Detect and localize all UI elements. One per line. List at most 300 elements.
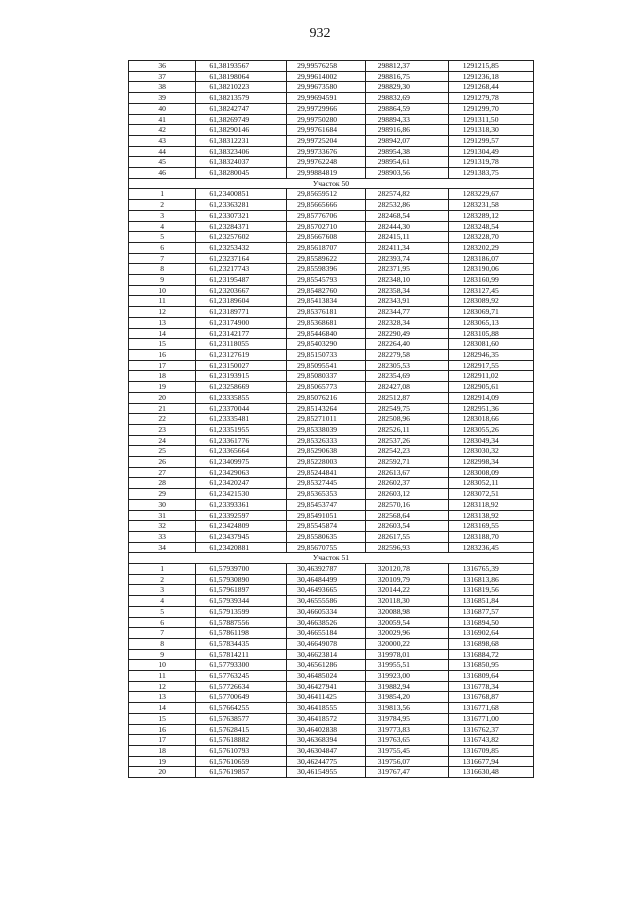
table-row bbox=[129, 542, 534, 553]
longitude-cell: 30,46304847 bbox=[287, 746, 366, 757]
y-coordinate-cell: 1316851,84 bbox=[448, 596, 533, 607]
coordinates-table-body bbox=[129, 61, 534, 778]
longitude-cell: 30,46623814 bbox=[287, 649, 366, 660]
table-row bbox=[129, 638, 534, 649]
latitude-cell: 61,23420247 bbox=[196, 478, 287, 489]
table-row bbox=[129, 264, 534, 275]
longitude-cell: 29,85065773 bbox=[287, 382, 366, 393]
latitude-cell: 61,57887556 bbox=[196, 617, 287, 628]
point-number-cell: 18 bbox=[129, 746, 196, 757]
point-number-cell: 7 bbox=[129, 253, 196, 264]
longitude-cell: 30,46392787 bbox=[287, 564, 366, 575]
longitude-cell: 29,85326333 bbox=[287, 435, 366, 446]
y-coordinate-cell: 1283169,55 bbox=[448, 521, 533, 532]
latitude-cell: 61,23421530 bbox=[196, 489, 287, 500]
y-coordinate-cell: 1283186,07 bbox=[448, 253, 533, 264]
table-row bbox=[129, 82, 534, 93]
y-coordinate-cell: 1283236,45 bbox=[448, 542, 533, 553]
point-number-cell: 38 bbox=[129, 82, 196, 93]
table-row bbox=[129, 467, 534, 478]
x-coordinate-cell: 298812,37 bbox=[365, 61, 448, 72]
latitude-cell: 61,57793300 bbox=[196, 660, 287, 671]
point-number-cell: 12 bbox=[129, 681, 196, 692]
point-number-cell: 26 bbox=[129, 457, 196, 468]
longitude-cell: 29,85453747 bbox=[287, 499, 366, 510]
x-coordinate-cell: 319755,45 bbox=[365, 746, 448, 757]
point-number-cell: 29 bbox=[129, 489, 196, 500]
y-coordinate-cell: 1291299,57 bbox=[448, 135, 533, 146]
y-coordinate-cell: 1283030,32 bbox=[448, 446, 533, 457]
table-row bbox=[129, 617, 534, 628]
latitude-cell: 61,38269749 bbox=[196, 114, 287, 125]
x-coordinate-cell: 282343,91 bbox=[365, 296, 448, 307]
y-coordinate-cell: 1283188,70 bbox=[448, 531, 533, 542]
y-coordinate-cell: 1316709,85 bbox=[448, 746, 533, 757]
y-coordinate-cell: 1283231,58 bbox=[448, 200, 533, 211]
latitude-cell: 61,23193915 bbox=[196, 371, 287, 382]
point-number-cell: 11 bbox=[129, 671, 196, 682]
x-coordinate-cell: 282290,49 bbox=[365, 328, 448, 339]
point-number-cell: 8 bbox=[129, 638, 196, 649]
table-row bbox=[129, 307, 534, 318]
longitude-cell: 29,85271011 bbox=[287, 414, 366, 425]
y-coordinate-cell: 1282917,55 bbox=[448, 360, 533, 371]
x-coordinate-cell: 282468,54 bbox=[365, 210, 448, 221]
longitude-cell: 30,46427941 bbox=[287, 681, 366, 692]
table-row bbox=[129, 157, 534, 168]
longitude-cell: 29,85228003 bbox=[287, 457, 366, 468]
table-row bbox=[129, 103, 534, 114]
latitude-cell: 61,57700649 bbox=[196, 692, 287, 703]
latitude-cell: 61,38323406 bbox=[196, 146, 287, 157]
point-number-cell: 14 bbox=[129, 328, 196, 339]
x-coordinate-cell: 282602,37 bbox=[365, 478, 448, 489]
x-coordinate-cell: 282444,30 bbox=[365, 221, 448, 232]
table-row bbox=[129, 339, 534, 350]
longitude-cell: 30,46418572 bbox=[287, 713, 366, 724]
latitude-cell: 61,57619857 bbox=[196, 767, 287, 778]
y-coordinate-cell: 1283289,12 bbox=[448, 210, 533, 221]
latitude-cell: 61,57726634 bbox=[196, 681, 287, 692]
y-coordinate-cell: 1283138,92 bbox=[448, 510, 533, 521]
point-number-cell: 19 bbox=[129, 756, 196, 767]
y-coordinate-cell: 1283160,99 bbox=[448, 275, 533, 286]
point-number-cell: 7 bbox=[129, 628, 196, 639]
latitude-cell: 61,23424809 bbox=[196, 521, 287, 532]
latitude-cell: 61,23237164 bbox=[196, 253, 287, 264]
longitude-cell: 29,85080337 bbox=[287, 371, 366, 382]
longitude-cell: 29,85491051 bbox=[287, 510, 366, 521]
y-coordinate-cell: 1291279,78 bbox=[448, 93, 533, 104]
x-coordinate-cell: 298954,61 bbox=[365, 157, 448, 168]
longitude-cell: 29,85376181 bbox=[287, 307, 366, 318]
longitude-cell: 29,85413834 bbox=[287, 296, 366, 307]
table-row bbox=[129, 382, 534, 393]
latitude-cell: 61,38213579 bbox=[196, 93, 287, 104]
longitude-cell: 29,85327445 bbox=[287, 478, 366, 489]
longitude-cell: 30,46402838 bbox=[287, 724, 366, 735]
point-number-cell: 22 bbox=[129, 414, 196, 425]
table-row bbox=[129, 328, 534, 339]
y-coordinate-cell: 1316809,64 bbox=[448, 671, 533, 682]
point-number-cell: 39 bbox=[129, 93, 196, 104]
y-coordinate-cell: 1283052,11 bbox=[448, 478, 533, 489]
x-coordinate-cell: 319773,83 bbox=[365, 724, 448, 735]
point-number-cell: 25 bbox=[129, 446, 196, 457]
y-coordinate-cell: 1283065,13 bbox=[448, 317, 533, 328]
x-coordinate-cell: 282549,75 bbox=[365, 403, 448, 414]
longitude-cell: 29,85338039 bbox=[287, 424, 366, 435]
longitude-cell: 29,99761684 bbox=[287, 125, 366, 136]
y-coordinate-cell: 1283049,34 bbox=[448, 435, 533, 446]
latitude-cell: 61,23437945 bbox=[196, 531, 287, 542]
y-coordinate-cell: 1282905,61 bbox=[448, 382, 533, 393]
point-number-cell: 44 bbox=[129, 146, 196, 157]
latitude-cell: 61,57939344 bbox=[196, 596, 287, 607]
point-number-cell: 21 bbox=[129, 403, 196, 414]
x-coordinate-cell: 298832,69 bbox=[365, 93, 448, 104]
table-row bbox=[129, 424, 534, 435]
x-coordinate-cell: 320000,22 bbox=[365, 638, 448, 649]
latitude-cell: 61,23363281 bbox=[196, 200, 287, 211]
x-coordinate-cell: 282305,53 bbox=[365, 360, 448, 371]
table-row bbox=[129, 296, 534, 307]
x-coordinate-cell: 319784,95 bbox=[365, 713, 448, 724]
latitude-cell: 61,23420881 bbox=[196, 542, 287, 553]
latitude-cell: 61,23142177 bbox=[196, 328, 287, 339]
y-coordinate-cell: 1283202,29 bbox=[448, 242, 533, 253]
page-number: 932 bbox=[309, 26, 331, 41]
x-coordinate-cell: 282358,34 bbox=[365, 285, 448, 296]
y-coordinate-cell: 1316768,87 bbox=[448, 692, 533, 703]
x-coordinate-cell: 319767,47 bbox=[365, 767, 448, 778]
latitude-cell: 61,57913599 bbox=[196, 606, 287, 617]
latitude-cell: 61,57814211 bbox=[196, 649, 287, 660]
section-header-row bbox=[129, 178, 534, 189]
point-number-cell: 20 bbox=[129, 392, 196, 403]
x-coordinate-cell: 282427,08 bbox=[365, 382, 448, 393]
table-row bbox=[129, 499, 534, 510]
longitude-cell: 30,46638526 bbox=[287, 617, 366, 628]
latitude-cell: 61,57930890 bbox=[196, 574, 287, 585]
table-row bbox=[129, 200, 534, 211]
table-row bbox=[129, 61, 534, 72]
y-coordinate-cell: 1283190,06 bbox=[448, 264, 533, 275]
longitude-cell: 29,85665666 bbox=[287, 200, 366, 211]
point-number-cell: 3 bbox=[129, 585, 196, 596]
point-number-cell: 13 bbox=[129, 692, 196, 703]
y-coordinate-cell: 1316902,64 bbox=[448, 628, 533, 639]
point-number-cell: 9 bbox=[129, 275, 196, 286]
point-number-cell: 17 bbox=[129, 735, 196, 746]
longitude-cell: 29,85667608 bbox=[287, 232, 366, 243]
longitude-cell: 29,85589622 bbox=[287, 253, 366, 264]
y-coordinate-cell: 1282998,34 bbox=[448, 457, 533, 468]
point-number-cell: 32 bbox=[129, 521, 196, 532]
latitude-cell: 61,38210223 bbox=[196, 82, 287, 93]
table-row bbox=[129, 210, 534, 221]
point-number-cell: 37 bbox=[129, 71, 196, 82]
table-row bbox=[129, 349, 534, 360]
y-coordinate-cell: 1316762,37 bbox=[448, 724, 533, 735]
y-coordinate-cell: 1282914,09 bbox=[448, 392, 533, 403]
x-coordinate-cell: 282393,74 bbox=[365, 253, 448, 264]
y-coordinate-cell: 1283018,66 bbox=[448, 414, 533, 425]
longitude-cell: 29,85244841 bbox=[287, 467, 366, 478]
y-coordinate-cell: 1283008,09 bbox=[448, 467, 533, 478]
table-row bbox=[129, 585, 534, 596]
y-coordinate-cell: 1291304,49 bbox=[448, 146, 533, 157]
table-row bbox=[129, 489, 534, 500]
x-coordinate-cell: 320088,98 bbox=[365, 606, 448, 617]
x-coordinate-cell: 320059,54 bbox=[365, 617, 448, 628]
longitude-cell: 29,85545874 bbox=[287, 521, 366, 532]
longitude-cell: 30,46561286 bbox=[287, 660, 366, 671]
longitude-cell: 30,46493665 bbox=[287, 585, 366, 596]
latitude-cell: 61,23409975 bbox=[196, 457, 287, 468]
point-number-cell: 14 bbox=[129, 703, 196, 714]
point-number-cell: 23 bbox=[129, 424, 196, 435]
y-coordinate-cell: 1316630,48 bbox=[448, 767, 533, 778]
longitude-cell: 29,85368681 bbox=[287, 317, 366, 328]
latitude-cell: 61,23253432 bbox=[196, 242, 287, 253]
latitude-cell: 61,23429063 bbox=[196, 467, 287, 478]
x-coordinate-cell: 298954,38 bbox=[365, 146, 448, 157]
table-row bbox=[129, 135, 534, 146]
y-coordinate-cell: 1291268,44 bbox=[448, 82, 533, 93]
table-row bbox=[129, 242, 534, 253]
x-coordinate-cell: 298829,30 bbox=[365, 82, 448, 93]
table-row bbox=[129, 703, 534, 714]
table-row bbox=[129, 671, 534, 682]
x-coordinate-cell: 282508,96 bbox=[365, 414, 448, 425]
x-coordinate-cell: 320109,79 bbox=[365, 574, 448, 585]
latitude-cell: 61,57638577 bbox=[196, 713, 287, 724]
latitude-cell: 61,23400851 bbox=[196, 189, 287, 200]
longitude-cell: 30,46244775 bbox=[287, 756, 366, 767]
latitude-cell: 61,23361776 bbox=[196, 435, 287, 446]
y-coordinate-cell: 1316771,68 bbox=[448, 703, 533, 714]
point-number-cell: 43 bbox=[129, 135, 196, 146]
longitude-cell: 29,99576258 bbox=[287, 61, 366, 72]
point-number-cell: 13 bbox=[129, 317, 196, 328]
longitude-cell: 29,85670755 bbox=[287, 542, 366, 553]
table-row bbox=[129, 253, 534, 264]
longitude-cell: 29,85095541 bbox=[287, 360, 366, 371]
latitude-cell: 61,38280045 bbox=[196, 168, 287, 179]
point-number-cell: 2 bbox=[129, 574, 196, 585]
y-coordinate-cell: 1283248,54 bbox=[448, 221, 533, 232]
table-row bbox=[129, 168, 534, 179]
y-coordinate-cell: 1291383,75 bbox=[448, 168, 533, 179]
x-coordinate-cell: 320118,30 bbox=[365, 596, 448, 607]
latitude-cell: 61,23195487 bbox=[196, 275, 287, 286]
x-coordinate-cell: 319882,94 bbox=[365, 681, 448, 692]
latitude-cell: 61,23189771 bbox=[196, 307, 287, 318]
point-number-cell: 5 bbox=[129, 606, 196, 617]
x-coordinate-cell: 282279,58 bbox=[365, 349, 448, 360]
x-coordinate-cell: 319923,00 bbox=[365, 671, 448, 682]
latitude-cell: 61,57961897 bbox=[196, 585, 287, 596]
y-coordinate-cell: 1283228,70 bbox=[448, 232, 533, 243]
longitude-cell: 29,85290638 bbox=[287, 446, 366, 457]
latitude-cell: 61,23150027 bbox=[196, 360, 287, 371]
longitude-cell: 30,46649078 bbox=[287, 638, 366, 649]
y-coordinate-cell: 1316850,95 bbox=[448, 660, 533, 671]
point-number-cell: 2 bbox=[129, 200, 196, 211]
point-number-cell: 10 bbox=[129, 660, 196, 671]
table-row bbox=[129, 531, 534, 542]
x-coordinate-cell: 282512,87 bbox=[365, 392, 448, 403]
y-coordinate-cell: 1283055,26 bbox=[448, 424, 533, 435]
y-coordinate-cell: 1291311,50 bbox=[448, 114, 533, 125]
table-row bbox=[129, 392, 534, 403]
y-coordinate-cell: 1291236,18 bbox=[448, 71, 533, 82]
point-number-cell: 18 bbox=[129, 371, 196, 382]
table-row bbox=[129, 746, 534, 757]
x-coordinate-cell: 282596,93 bbox=[365, 542, 448, 553]
point-number-cell: 3 bbox=[129, 210, 196, 221]
y-coordinate-cell: 1316677,94 bbox=[448, 756, 533, 767]
y-coordinate-cell: 1283069,71 bbox=[448, 307, 533, 318]
x-coordinate-cell: 319955,51 bbox=[365, 660, 448, 671]
longitude-cell: 29,85618707 bbox=[287, 242, 366, 253]
longitude-cell: 29,85482760 bbox=[287, 285, 366, 296]
y-coordinate-cell: 1316778,34 bbox=[448, 681, 533, 692]
table-row bbox=[129, 146, 534, 157]
x-coordinate-cell: 282603,54 bbox=[365, 521, 448, 532]
y-coordinate-cell: 1283105,88 bbox=[448, 328, 533, 339]
point-number-cell: 41 bbox=[129, 114, 196, 125]
point-number-cell: 10 bbox=[129, 285, 196, 296]
x-coordinate-cell: 282613,67 bbox=[365, 467, 448, 478]
latitude-cell: 61,38193567 bbox=[196, 61, 287, 72]
latitude-cell: 61,57610793 bbox=[196, 746, 287, 757]
table-row bbox=[129, 596, 534, 607]
longitude-cell: 30,46154955 bbox=[287, 767, 366, 778]
point-number-cell: 16 bbox=[129, 349, 196, 360]
y-coordinate-cell: 1282911,02 bbox=[448, 371, 533, 382]
longitude-cell: 30,46368394 bbox=[287, 735, 366, 746]
longitude-cell: 29,85403290 bbox=[287, 339, 366, 350]
table-row bbox=[129, 275, 534, 286]
latitude-cell: 61,23258669 bbox=[196, 382, 287, 393]
x-coordinate-cell: 282537,26 bbox=[365, 435, 448, 446]
point-number-cell: 42 bbox=[129, 125, 196, 136]
y-coordinate-cell: 1283127,45 bbox=[448, 285, 533, 296]
table-row bbox=[129, 93, 534, 104]
x-coordinate-cell: 282264,40 bbox=[365, 339, 448, 350]
point-number-cell: 5 bbox=[129, 232, 196, 243]
latitude-cell: 61,23370044 bbox=[196, 403, 287, 414]
y-coordinate-cell: 1316743,82 bbox=[448, 735, 533, 746]
longitude-cell: 29,85580635 bbox=[287, 531, 366, 542]
latitude-cell: 61,57763245 bbox=[196, 671, 287, 682]
longitude-cell: 29,99725204 bbox=[287, 135, 366, 146]
table-row bbox=[129, 371, 534, 382]
latitude-cell: 61,57664255 bbox=[196, 703, 287, 714]
table-row bbox=[129, 189, 534, 200]
y-coordinate-cell: 1282946,35 bbox=[448, 349, 533, 360]
table-row bbox=[129, 478, 534, 489]
longitude-cell: 29,99694591 bbox=[287, 93, 366, 104]
x-coordinate-cell: 319763,65 bbox=[365, 735, 448, 746]
longitude-cell: 29,85143264 bbox=[287, 403, 366, 414]
y-coordinate-cell: 1316898,68 bbox=[448, 638, 533, 649]
table-row bbox=[129, 221, 534, 232]
point-number-cell: 45 bbox=[129, 157, 196, 168]
x-coordinate-cell: 282348,10 bbox=[365, 275, 448, 286]
latitude-cell: 61,38242747 bbox=[196, 103, 287, 114]
longitude-cell: 29,99733676 bbox=[287, 146, 366, 157]
point-number-cell: 27 bbox=[129, 467, 196, 478]
latitude-cell: 61,23392597 bbox=[196, 510, 287, 521]
table-row bbox=[129, 232, 534, 243]
point-number-cell: 28 bbox=[129, 478, 196, 489]
x-coordinate-cell: 282526,11 bbox=[365, 424, 448, 435]
table-row bbox=[129, 564, 534, 575]
longitude-cell: 29,99614002 bbox=[287, 71, 366, 82]
longitude-cell: 30,46485024 bbox=[287, 671, 366, 682]
table-row bbox=[129, 414, 534, 425]
longitude-cell: 29,85659512 bbox=[287, 189, 366, 200]
x-coordinate-cell: 282415,11 bbox=[365, 232, 448, 243]
longitude-cell: 29,99729966 bbox=[287, 103, 366, 114]
point-number-cell: 31 bbox=[129, 510, 196, 521]
y-coordinate-cell: 1291319,78 bbox=[448, 157, 533, 168]
table-row bbox=[129, 756, 534, 767]
y-coordinate-cell: 1316894,50 bbox=[448, 617, 533, 628]
x-coordinate-cell: 282371,95 bbox=[365, 264, 448, 275]
table-row bbox=[129, 71, 534, 82]
latitude-cell: 61,57861198 bbox=[196, 628, 287, 639]
table-row bbox=[129, 735, 534, 746]
point-number-cell: 20 bbox=[129, 767, 196, 778]
point-number-cell: 46 bbox=[129, 168, 196, 179]
y-coordinate-cell: 1283072,51 bbox=[448, 489, 533, 500]
table-row bbox=[129, 649, 534, 660]
latitude-cell: 61,23174900 bbox=[196, 317, 287, 328]
y-coordinate-cell: 1316884,72 bbox=[448, 649, 533, 660]
x-coordinate-cell: 282574,82 bbox=[365, 189, 448, 200]
table-row bbox=[129, 317, 534, 328]
point-number-cell: 4 bbox=[129, 221, 196, 232]
latitude-cell: 61,38198064 bbox=[196, 71, 287, 82]
point-number-cell: 11 bbox=[129, 296, 196, 307]
x-coordinate-cell: 282568,64 bbox=[365, 510, 448, 521]
table-row bbox=[129, 435, 534, 446]
longitude-cell: 30,46484499 bbox=[287, 574, 366, 585]
x-coordinate-cell: 319813,56 bbox=[365, 703, 448, 714]
x-coordinate-cell: 298903,56 bbox=[365, 168, 448, 179]
longitude-cell: 30,46418555 bbox=[287, 703, 366, 714]
point-number-cell: 30 bbox=[129, 499, 196, 510]
x-coordinate-cell: 282532,86 bbox=[365, 200, 448, 211]
x-coordinate-cell: 298894,33 bbox=[365, 114, 448, 125]
x-coordinate-cell: 298916,86 bbox=[365, 125, 448, 136]
latitude-cell: 61,23217743 bbox=[196, 264, 287, 275]
table-row bbox=[129, 360, 534, 371]
latitude-cell: 61,23127619 bbox=[196, 349, 287, 360]
point-number-cell: 9 bbox=[129, 649, 196, 660]
longitude-cell: 30,46555586 bbox=[287, 596, 366, 607]
y-coordinate-cell: 1283118,92 bbox=[448, 499, 533, 510]
longitude-cell: 30,46655184 bbox=[287, 628, 366, 639]
longitude-cell: 29,85598396 bbox=[287, 264, 366, 275]
point-number-cell: 1 bbox=[129, 189, 196, 200]
longitude-cell: 29,99750280 bbox=[287, 114, 366, 125]
point-number-cell: 17 bbox=[129, 360, 196, 371]
